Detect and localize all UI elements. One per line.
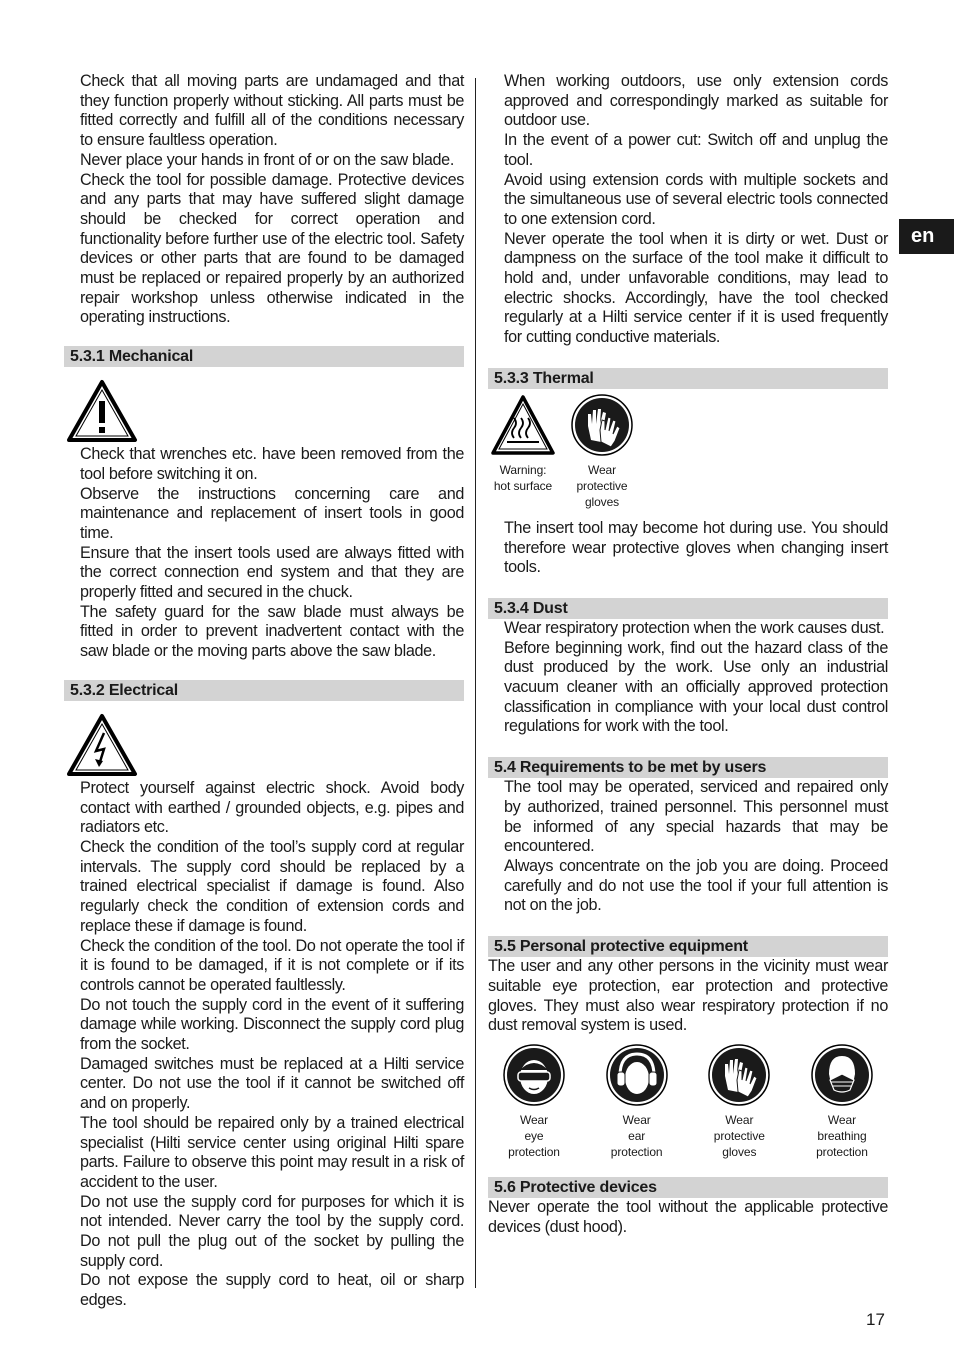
caption-line: Wear	[519, 1112, 549, 1127]
wear-gloves-thermal	[562, 394, 642, 510]
paragraph: Before beginning work, find out the hazard class of the dust produced by the work. Use only an industrial vacuum cleaner with an officially approved protection classification in compliance with your local dust control regulations for work with the tool.	[504, 638, 888, 736]
paragraph: Never operate the tool without the applicable protective devices (dust hood).	[488, 1197, 888, 1236]
ear-protection-icon	[606, 1044, 668, 1106]
caption-line: Wear	[587, 462, 617, 477]
left-column	[64, 72, 464, 1311]
paragraph: Check the tool for possible damage. Protective devices and any parts that may have suffered slight damage should be checked for correct operation and functionality before further use of the electric tool. Safety devices or other parts that are found to be damaged must be replaced or repaired properly by an authorized repair workshop unless otherwise indicated in the operating instructions.	[80, 170, 464, 327]
paragraph: The user and any other persons in the vicinity must wear suitable eye protection, ear protection and protective gloves. They must also wear respiratory protection if no dust removal system is used.	[488, 957, 888, 1035]
caption-line: protective	[576, 478, 628, 493]
caption-line: protection	[610, 1144, 663, 1159]
paragraph: Check the condition of the tool. Do not operate the tool if it is found to be damaged, if it is not complete or if its controls cannot be operated faultlessly.	[80, 936, 464, 994]
page-number: 17	[866, 1310, 885, 1329]
caption-line: breathing	[817, 1128, 867, 1143]
wear-eye-protection	[488, 1044, 580, 1160]
ppe-icons	[488, 1044, 888, 1160]
caption-line: Wear	[827, 1112, 856, 1127]
paragraph: Check that wrenches etc. have been removed from the tool before switching it on.	[80, 445, 464, 483]
caption-line: Wear	[622, 1112, 651, 1127]
paragraph: Observe the instructions concerning care and maintenance and replacement of insert tools in good time.	[80, 484, 464, 542]
section-heading-users: 5.4 Requirements to be met by users	[488, 757, 888, 778]
paragraph: Do not use the supply cord for purposes for which it is not intended. Never carry the tool by the supply cord. Do not pull the plug out of the socket by pulling the supply cord.	[80, 1192, 464, 1270]
paragraph: The insert tool may become hot during use. You should therefore wear protective gloves when changing insert tools.	[504, 518, 888, 577]
column-divider	[475, 78, 476, 1288]
paragraph: Protect yourself against electric shock. Avoid body contact with earthed / grounded objects, e.g. pipes and radiators etc.	[80, 778, 464, 837]
general-warning-icon	[64, 367, 464, 445]
wear-protective-gloves	[693, 1044, 785, 1160]
paragraph: Do not touch the supply cord in the event of it suffering damage while working. Disconnect the supply cord plug from the socket.	[80, 995, 464, 1054]
paragraph: Damaged switches must be replaced at a Hilti service center. Do not use the tool if it cannot be switched off and on properly.	[80, 1054, 464, 1113]
section-heading-electrical: 5.3.2 Electrical	[64, 680, 464, 701]
paragraph: Wear respiratory protection when the work causes dust.	[504, 618, 885, 637]
paragraph: The tool may be operated, serviced and repaired only by authorized, trained personnel. This personnel must be informed of any special hazards that may be encountered.	[504, 778, 888, 856]
hot-surface-warning-icon	[490, 394, 556, 456]
protective-gloves-icon	[708, 1044, 770, 1106]
section-heading-dust: 5.3.4 Dust	[488, 598, 888, 619]
paragraph: Check the condition of the tool’s supply cord at regular intervals. The supply cord should be replaced by a trained electrical specialist if damage is found. Also regularly check the condition of extension cords and replace these if damage is found.	[80, 837, 464, 935]
paragraph: Never place your hands in front of or on the saw blade.	[80, 150, 454, 169]
section-heading-ppe: 5.5 Personal protective equipment	[488, 936, 888, 957]
section-heading-thermal: 5.3.3 Thermal	[488, 368, 888, 389]
paragraph: Avoid using extension cords with multiple sockets and the simultaneous use of several electric tools connected to one extension cord.	[504, 170, 888, 228]
breathing-protection-icon	[811, 1044, 873, 1106]
caption-line: Warning:	[499, 462, 547, 477]
caption-line: Wear	[725, 1112, 754, 1127]
protective-gloves-icon	[571, 394, 633, 456]
paragraph: In the event of a power cut: Switch off and unplug the tool.	[504, 131, 888, 169]
section-heading-mechanical: 5.3.1 Mechanical	[64, 346, 464, 367]
paragraph: Do not expose the supply cord to heat, oil or sharp edges.	[80, 1271, 464, 1310]
section-heading-protective-devices: 5.6 Protective devices	[488, 1177, 888, 1198]
caption-line: protection	[508, 1144, 560, 1159]
paragraph: The safety guard for the saw blade must always be fitted in order to prevent inadvertent contact with the saw blade or the moving parts above the saw blade.	[80, 602, 464, 661]
thermal-icons	[488, 389, 888, 510]
hot-surface-warning	[488, 394, 558, 510]
electrical-hazard-icon	[64, 701, 464, 779]
caption-line: protection	[816, 1144, 868, 1159]
paragraph: Ensure that the insert tools used are always fitted with the correct connection end system and that they are properly fitted and secured in the chuck.	[80, 543, 464, 602]
caption-line: gloves	[722, 1144, 757, 1159]
caption-line: eye	[524, 1128, 544, 1143]
paragraph: When working outdoors, use only extension cords approved and correspondingly marked as suitable for outdoor use.	[504, 72, 888, 130]
paragraph: The tool should be repaired only by a trained electrical specialist (Hilti service center using original Hilti spare parts. Failure to observe this point may result in a risk of accident to the user.	[80, 1113, 464, 1191]
caption-line: hot surface	[493, 478, 553, 493]
wear-breathing-protection	[796, 1044, 888, 1160]
paragraph: Check that all moving parts are undamaged and that they function properly without sticking. All parts must be fitted correctly and fulfill all of the conditions necessary to ensure faultless operation.	[80, 72, 464, 150]
paragraph: Never operate the tool when it is dirty or wet. Dust or dampness on the surface of the tool make it difficult to hold and, under unfavorable conditions, may lead to electric shocks. Accordingly, have the tool checked regularly at a Hilti service center if it is used frequently for cutting conductive materials.	[504, 229, 888, 347]
caption-line: gloves	[584, 494, 620, 509]
language-tab: en	[899, 219, 954, 254]
wear-ear-protection	[591, 1044, 683, 1160]
caption-line: protective	[713, 1128, 765, 1143]
eye-protection-icon	[503, 1044, 565, 1106]
right-column	[488, 72, 888, 1237]
caption-line: ear	[628, 1128, 646, 1143]
paragraph: Always concentrate on the job you are doing. Proceed carefully and do not use the tool if your full attention is not on the job.	[504, 856, 888, 915]
